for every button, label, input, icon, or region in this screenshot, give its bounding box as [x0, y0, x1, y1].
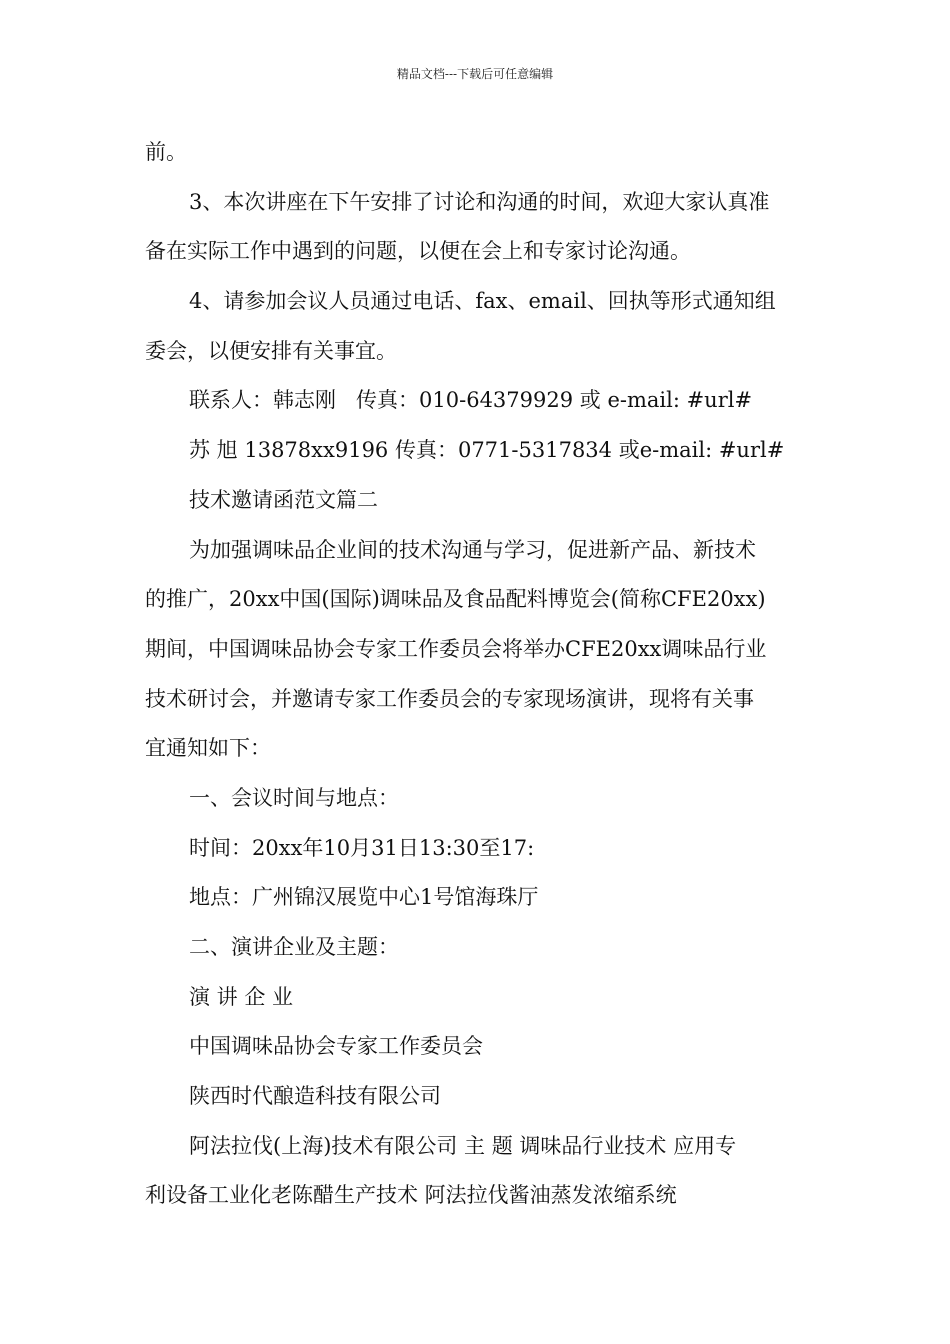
text-line: 陕西时代酿造科技有限公司	[189, 1084, 441, 1109]
text-line: 备在实际工作中遇到的问题，以便在会上和专家讨论沟通。	[145, 239, 691, 264]
section-heading: 技术邀请函范文篇二	[189, 487, 378, 512]
text-line: 演 讲 企 业	[189, 984, 294, 1009]
text-line: 阿法拉伐(上海)技术有限公司 主 题 调味品行业技术 应用专	[189, 1133, 737, 1158]
text-line: 中国调味品协会专家工作委员会	[189, 1034, 483, 1059]
text-line: 二、演讲企业及主题：	[189, 935, 399, 959]
text-line: 期间，中国调味品协会专家工作委员会将举办CFE20xx调味品行业	[145, 636, 767, 661]
text-line: 地点：广州锦汉展览中心1号馆海珠厅	[189, 885, 539, 910]
text-line: 的推广，20xx中国(国际)调味品及食品配料博览会(简称CFE20xx)	[145, 587, 766, 612]
text-line: 4、请参加会议人员通过电话、fax、email、回执等形式通知组	[189, 289, 776, 314]
text-line: 3、本次讲座在下午安排了讨论和沟通的时间，欢迎大家认真准	[189, 189, 770, 214]
text-line: 宜通知如下：	[145, 736, 271, 761]
text-line: 联系人：韩志刚 传真：010-64379929 或 e-mail: #url#	[189, 388, 753, 413]
text-line: 为加强调味品企业间的技术沟通与学习，促进新产品、新技术	[189, 537, 756, 562]
text-line: 利设备工业化老陈醋生产技术 阿法拉伐酱油蒸发浓缩系统	[145, 1183, 677, 1208]
page-header: 精品文档---下载后可任意编辑	[396, 67, 554, 81]
text-line: 委会，以便安排有关事宜。	[145, 338, 397, 363]
text-line: 苏 旭 13878xx9196 传真：0771-5317834 或e-mail: #url#	[189, 438, 785, 463]
text-line: 一、会议时间与地点：	[189, 785, 399, 810]
text-line: 前。	[145, 140, 187, 164]
text-line: 技术研讨会，并邀请专家工作委员会的专家现场演讲，现将有关事	[145, 686, 754, 711]
text-line: 时间：20xx年10月31日13:30至17:	[189, 835, 535, 860]
document-body	[145, 128, 810, 1221]
